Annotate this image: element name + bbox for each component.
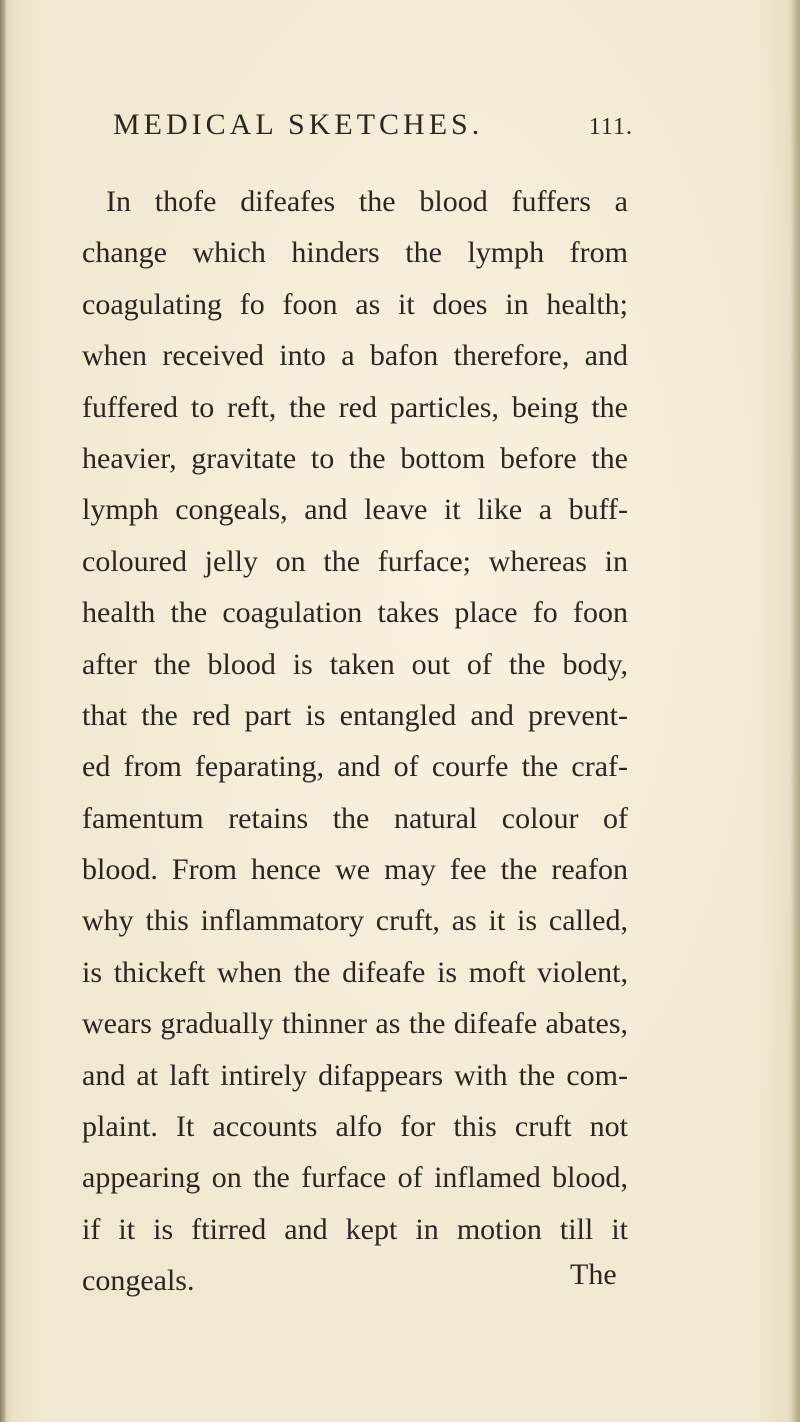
text-line: In thofe difeafes the blood fuffers a <box>106 185 628 218</box>
text-line: blood. From hence we may fee the reafon <box>82 853 628 887</box>
text-line: that the red part is entangled and prevent- <box>82 698 628 732</box>
text-line: wears gradually thinner as the difeafe abates, <box>82 1007 628 1041</box>
text-line: is thickeft when the difeafe is moft violent, <box>82 955 628 989</box>
page-gutter-shadow <box>0 0 6 1422</box>
text-line: plaint. It accounts alfo for this cruft not <box>82 1110 628 1144</box>
text-line: health the coagulation takes place fo foon <box>82 596 628 630</box>
text-line: and at laft intirely difappears with the com- <box>82 1058 628 1092</box>
text-line: if it is ftirred and kept in motion till it <box>82 1212 628 1246</box>
running-head: MEDICAL SKETCHES. <box>113 108 484 141</box>
page-edge-shadow <box>790 0 800 1422</box>
text-line: coagulating fo foon as it does in health; <box>82 287 628 321</box>
body-text <box>82 176 628 1307</box>
catchword: The <box>570 1258 617 1291</box>
text-line: coloured jelly on the furface; whereas in <box>82 544 628 578</box>
text-line: appearing on the furface of inflamed blood, <box>82 1161 628 1195</box>
text-line: when received into a bafon therefore, and <box>82 339 628 373</box>
text-line: famentum retains the natural colour of <box>82 801 628 835</box>
text-line: ed from feparating, and of courfe the craf- <box>82 750 628 784</box>
text-line: congeals. <box>82 1264 195 1298</box>
text-line: change which hinders the lymph from <box>82 236 628 270</box>
text-line: after the blood is taken out of the body, <box>82 647 628 681</box>
text-line: fuffered to reft, the red particles, being the <box>82 390 628 424</box>
page-header <box>113 108 633 148</box>
text-line: heavier, gravitate to the bottom before the <box>82 441 628 475</box>
page-number: 111. <box>588 114 633 140</box>
text-line: lymph congeals, and leave it like a buff- <box>82 493 628 527</box>
text-line: why this inflammatory cruft, as it is called, <box>82 904 628 938</box>
